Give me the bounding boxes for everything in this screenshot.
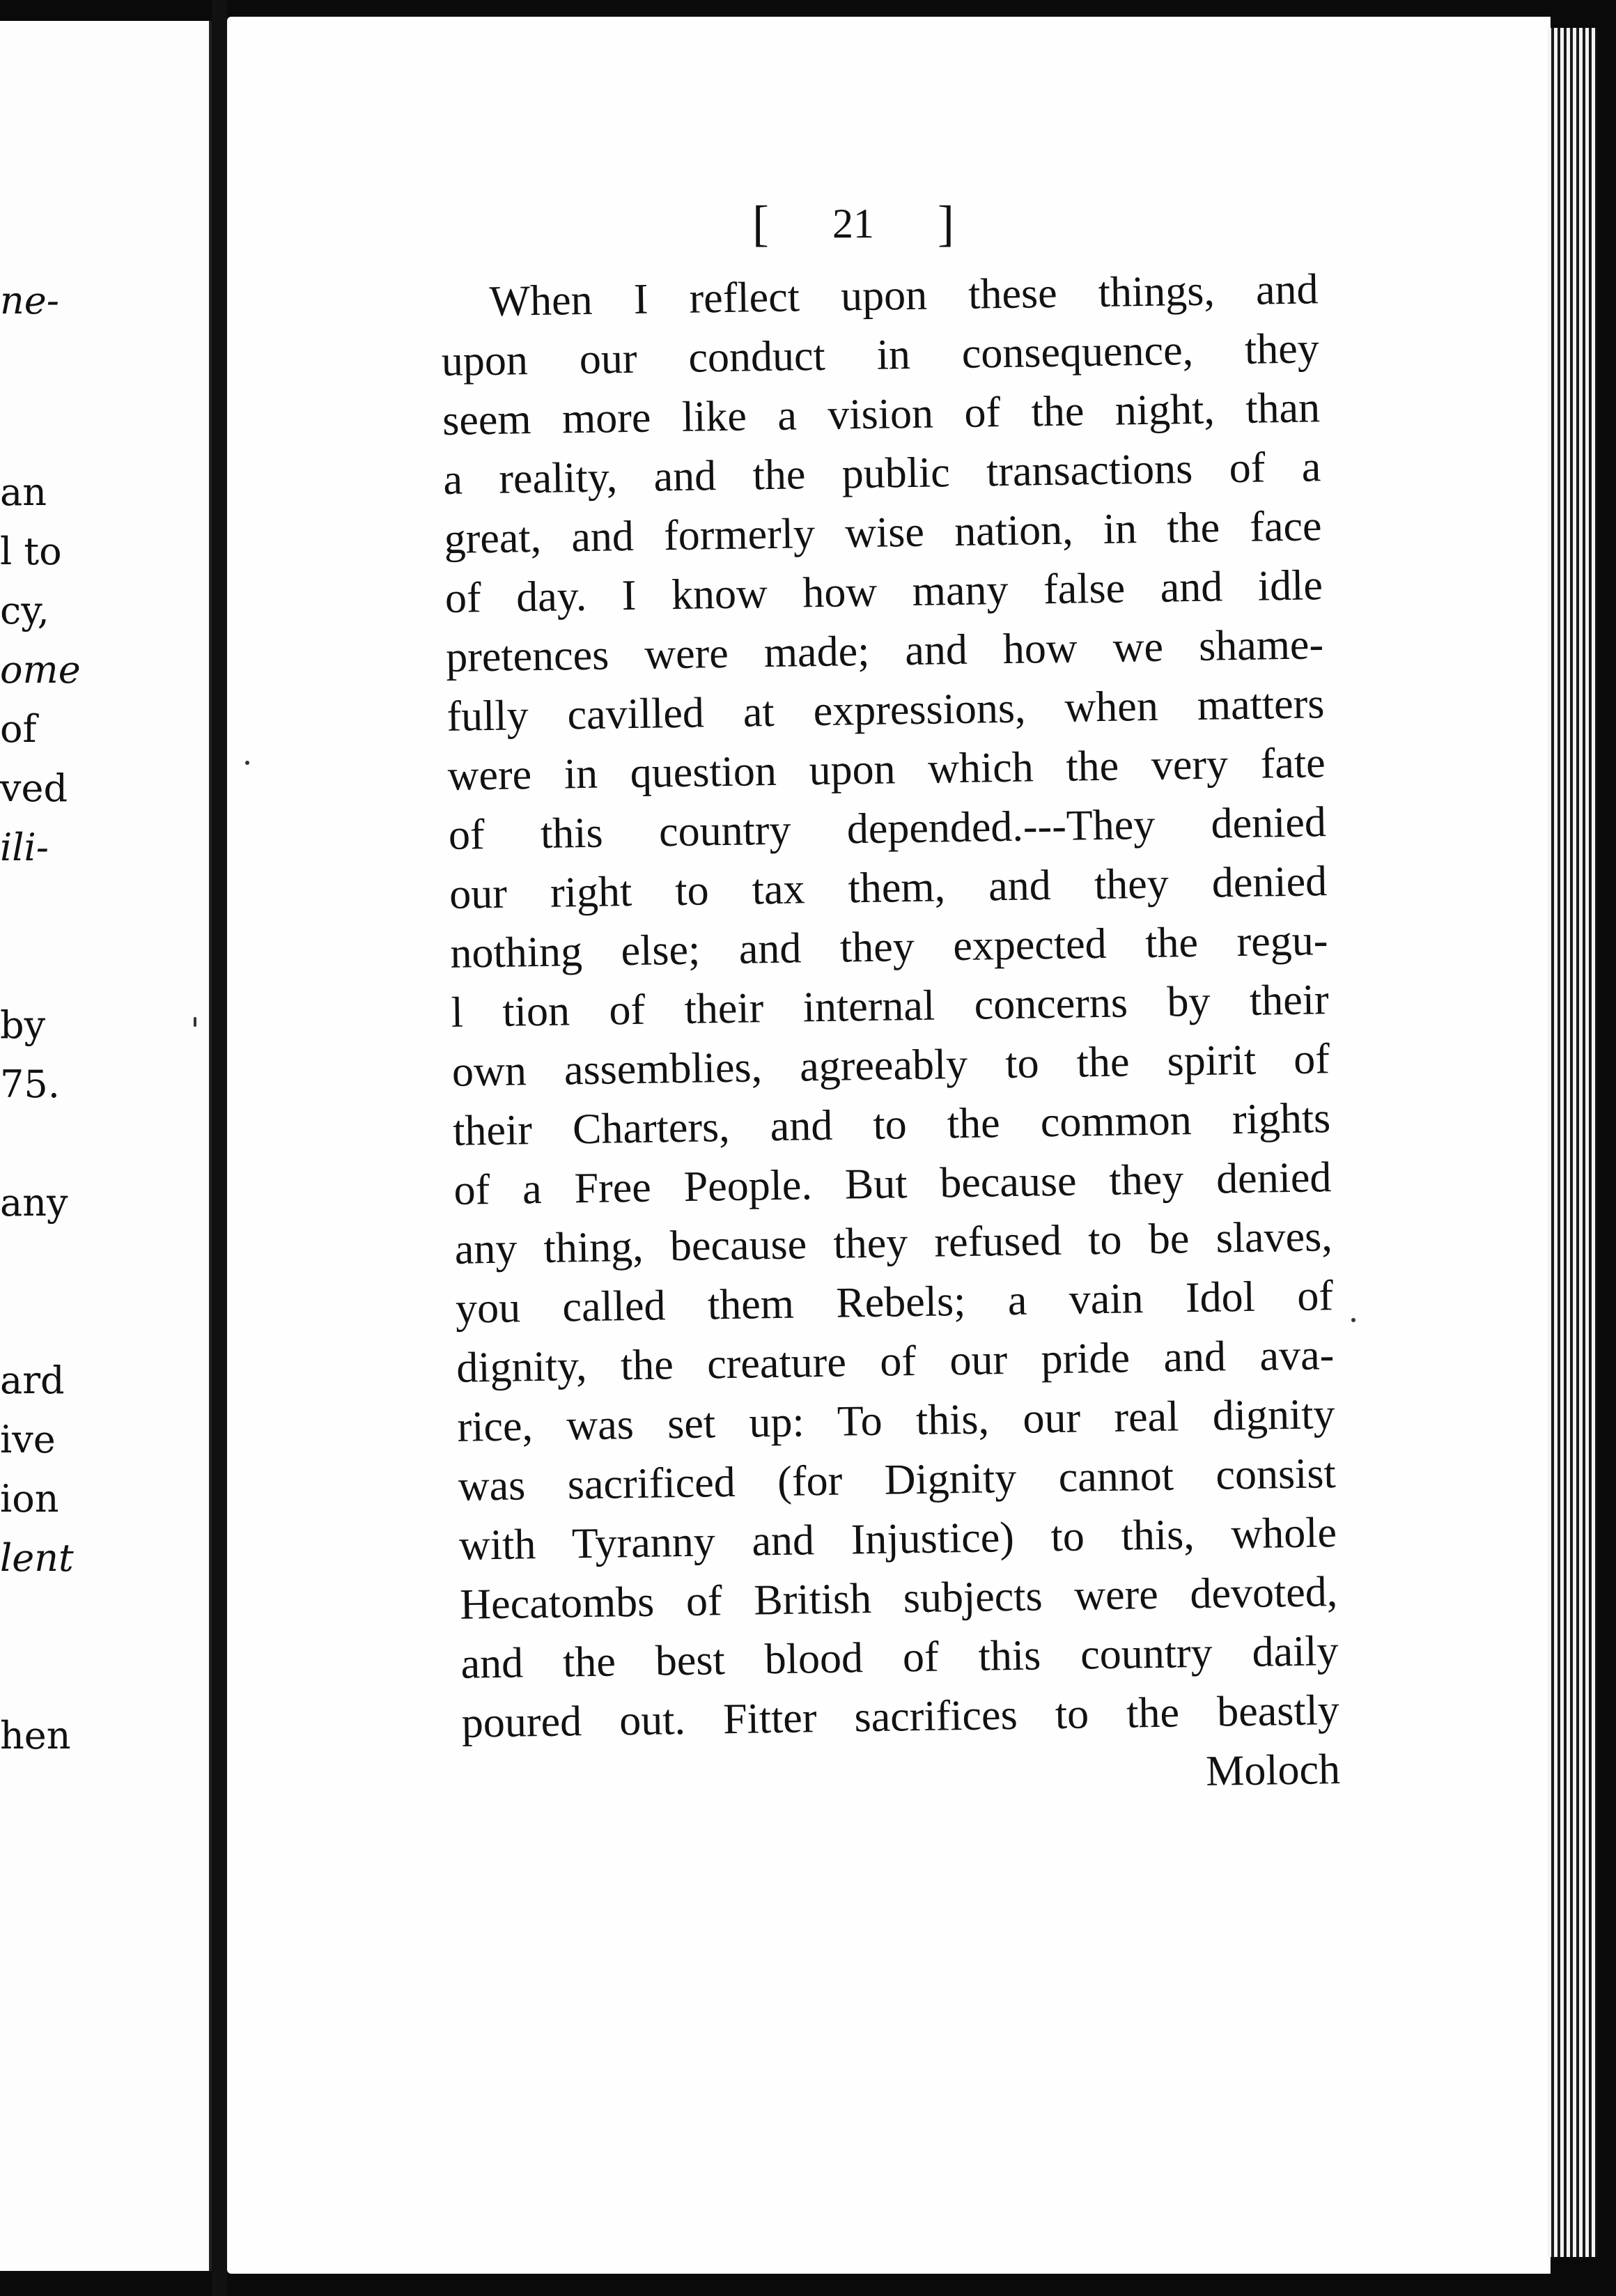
previous-page-line: lent xyxy=(0,1536,74,1580)
previous-page-line: 75. xyxy=(0,1062,60,1106)
page-edges xyxy=(1548,28,1596,2257)
previous-page-line: ard xyxy=(0,1358,65,1402)
page-number: 21 xyxy=(832,201,874,247)
page-number-header xyxy=(752,195,954,253)
text-line: our right to tax them, and they denied xyxy=(449,858,1328,918)
text-line: great, and formerly wise nation, in the face xyxy=(444,502,1323,563)
text-line: dignity, the creature of our pride and ava- xyxy=(456,1331,1335,1392)
previous-page-line: of xyxy=(0,707,37,751)
previous-page-line: l to xyxy=(0,529,62,573)
text-line: nothing else; and they expected the regu- xyxy=(449,917,1328,977)
text-line: rice, was set up: To this, our real dignity xyxy=(457,1390,1335,1451)
open-bracket: [ xyxy=(752,196,769,251)
text-line: poured out. Fitter sacrifices to the beastly xyxy=(461,1686,1340,1747)
text-line: own assemblies, agreeably to the spirit of xyxy=(451,1035,1330,1096)
text-line: a reality, and the public transactions of a xyxy=(442,443,1321,504)
text-line: Hecatombs of British subjects were devoted, xyxy=(459,1568,1338,1629)
text-line: pretences were made; and how we shame- xyxy=(445,621,1324,681)
body-text xyxy=(440,260,1341,1812)
ink-speck xyxy=(194,1017,196,1027)
previous-page-line: ome xyxy=(0,648,81,692)
previous-page-line: ion xyxy=(0,1477,59,1521)
previous-page-line: ili- xyxy=(0,825,49,869)
page-gutter xyxy=(212,0,227,2296)
text-line: you called them Rebels; a vain Idol of xyxy=(455,1272,1334,1333)
text-line: seem more like a vision of the night, than xyxy=(442,384,1321,444)
text-line: of a Free People. But because they denied xyxy=(453,1154,1332,1214)
previous-page-line: hen xyxy=(0,1714,71,1758)
previous-page-line: cy, xyxy=(0,589,49,633)
previous-page-line: ved xyxy=(0,766,68,810)
previous-page-line: an xyxy=(0,470,47,514)
text-line: of this country depended.---They denied xyxy=(448,798,1327,859)
text-line: upon our conduct in consequence, they xyxy=(441,325,1320,385)
text-line: of day. I know how many false and idle xyxy=(444,561,1323,622)
previous-page-line: ne- xyxy=(0,279,59,323)
previous-page xyxy=(0,21,212,2271)
text-line: their Charters, and to the common rights xyxy=(452,1094,1331,1155)
text-line: was sacrificed (for Dignity cannot consist xyxy=(458,1450,1337,1510)
previous-page-line: any xyxy=(0,1181,68,1225)
previous-page-line: ive xyxy=(0,1418,56,1461)
text-line: were in question upon which the very fate xyxy=(447,739,1326,800)
text-line: with Tyranny and Injustice) to this, whole xyxy=(458,1509,1337,1569)
text-line: fully cavilled at expressions, when matters xyxy=(446,680,1325,740)
close-bracket: ] xyxy=(938,196,954,251)
previous-page-line: by xyxy=(0,1003,46,1047)
catchword: Moloch xyxy=(1205,1746,1341,1795)
text-line: and the best blood of this country daily xyxy=(460,1627,1339,1688)
text-line: l tion of their internal concerns by their xyxy=(451,976,1330,1037)
text-line: When I reflect upon these things, and xyxy=(489,265,1319,325)
ink-speck xyxy=(1351,1318,1355,1322)
ink-speck xyxy=(245,761,249,765)
text-line: any thing, because they refused to be slaves, xyxy=(454,1213,1333,1273)
